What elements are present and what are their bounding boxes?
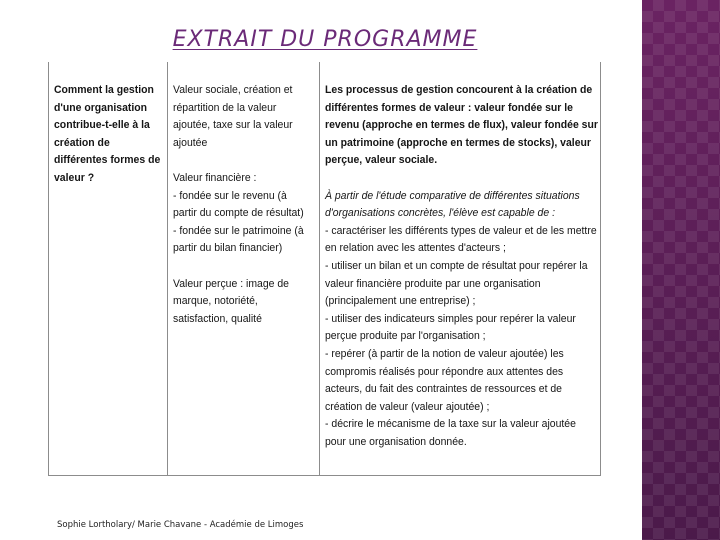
text-line: création de <box>54 136 110 149</box>
question-text <box>54 82 161 188</box>
text-line: d'organisations concrètes, l'élève est capable de : <box>325 207 555 220</box>
competences-text <box>325 82 598 451</box>
text-line: Les processus de gestion concourent à la création de <box>325 84 593 96</box>
text-line: satisfaction, qualité <box>173 312 262 325</box>
text-line: - utiliser un bilan et un compte de résultat pour repérer la <box>325 259 588 272</box>
text-line: - repérer (à partir de la notion de valeur ajoutée) les <box>325 347 564 360</box>
text-line: Valeur perçue : image de <box>173 277 289 290</box>
slide-title: EXTRAIT DU PROGRAMME <box>172 27 478 52</box>
column-notions <box>168 62 320 475</box>
text-line: ajoutée, taxe sur la valeur <box>173 119 293 132</box>
text-line: Valeur financière : <box>173 171 257 184</box>
text-line: perçue produite par l'organisation ; <box>325 330 486 343</box>
text-line: valeur financière produite par une organisation <box>325 277 541 290</box>
text-line: (principalement une entreprise) ; <box>325 295 476 308</box>
programme-table <box>48 62 601 476</box>
text-line: - fondée sur le patrimoine (à <box>173 224 304 237</box>
text-line: marque, notoriété, <box>173 295 258 308</box>
text-line: partir du compte de résultat) <box>173 207 304 220</box>
text-line: pour une organisation donnée. <box>325 435 467 448</box>
footer-credit: Sophie Lortholary/ Marie Chavane - Académie de Limoges <box>57 520 304 530</box>
text-line: - décrire le mécanisme de la taxe sur la valeur ajoutée <box>325 418 576 431</box>
column-competences <box>320 62 600 475</box>
text-line: différentes formes de <box>54 154 161 167</box>
text-line: perçue, valeur sociale. <box>325 154 438 167</box>
text-line: - caractériser les différents types de valeur et de les mettre <box>325 224 597 237</box>
text-line: - utiliser des indicateurs simples pour repérer la valeur <box>325 312 576 325</box>
text-line: répartition de la valeur <box>173 101 277 114</box>
text-line: - fondée sur le revenu (à <box>173 189 287 202</box>
text-line: d'une organisation <box>54 101 148 114</box>
text-line: compromis réalisés pour répondre aux attentes des <box>325 365 564 378</box>
text-line: un patrimoine (approche en termes de stocks), valeur <box>325 136 591 149</box>
notions-text <box>173 82 308 328</box>
decorative-side-panel <box>642 0 720 540</box>
column-question <box>49 62 168 475</box>
text-line: À partir de l'étude comparative de différentes situations <box>325 189 580 202</box>
text-line: différentes formes de valeur : valeur fondée sur le <box>325 101 573 114</box>
text-line: acteurs, du fait des contraintes de ressources et de <box>325 383 563 396</box>
text-line: partir du bilan financier) <box>173 242 283 255</box>
text-line: création de valeur (valeur ajoutée) ; <box>325 400 490 413</box>
text-line: ajoutée <box>173 136 208 149</box>
text-line: Comment la gestion <box>54 84 154 96</box>
text-line: en relation avec les attentes d'acteurs ; <box>325 242 506 255</box>
text-line: contribue-t-elle à la <box>54 119 150 132</box>
text-line: revenu (approche en termes de flux), valeur fondée sur <box>325 119 598 132</box>
text-line: Valeur sociale, création et <box>173 84 293 96</box>
text-line: valeur ? <box>54 171 95 184</box>
